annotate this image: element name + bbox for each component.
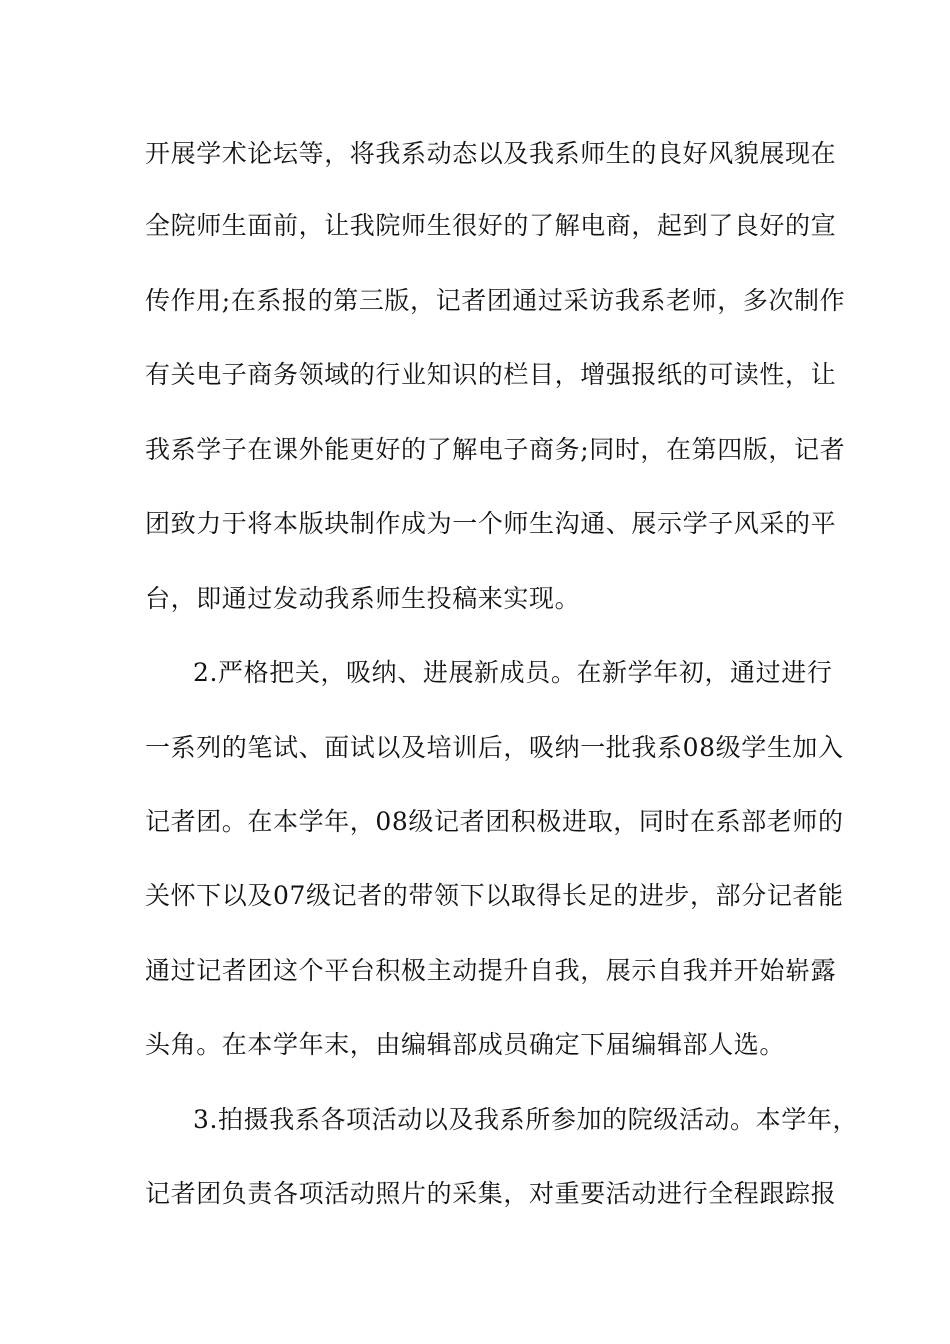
paragraph-line: 一系列的笔试、面试以及培训后，吸纳一批我系08级学生加入 (145, 733, 844, 762)
paragraph-line: 关怀下以及07级记者的带领下以取得长足的进步，部分记者能 (145, 881, 844, 910)
paragraph-line: 3.拍摄我系各项活动以及我系所参加的院级活动。本学年， (193, 1105, 859, 1134)
paragraph-line: 2.严格把关，吸纳、进展新成员。在新学年初，通过进行 (193, 658, 833, 687)
paragraph-line: 开展学术论坛等，将我系动态以及我系师生的良好风貌展现在 (145, 139, 837, 168)
paragraph-line: 有关电子商务领域的行业知识的栏目，增强报纸的可读性，让 (145, 360, 837, 389)
paragraph-line: 我系学子在课外能更好的了解电子商务;同时，在第四版，记者 (145, 435, 846, 464)
paragraph-line: 传作用;在系报的第三版，记者团通过采访我系老师，多次制作 (145, 286, 846, 315)
paragraph-line: 头角。在本学年末，由编辑部成员确定下届编辑部人选。 (145, 1030, 786, 1059)
paragraph-line: 台，即通过发动我系师生投稿来实现。 (145, 584, 581, 613)
paragraph-line: 记者团。在本学年，08级记者团积极进取，同时在系部老师的 (145, 807, 844, 836)
paragraph-line: 记者团负责各项活动照片的采集，对重要活动进行全程跟踪报 (145, 1179, 837, 1208)
paragraph-line: 团致力于将本版块制作成为一个师生沟通、展示学子风采的平 (145, 509, 837, 538)
paragraph-line: 通过记者团这个平台积极主动提升自我，展示自我并开始崭露 (145, 956, 837, 985)
paragraph-line: 全院师生面前，让我院师生很好的了解电商，起到了良好的宣 (145, 211, 837, 240)
